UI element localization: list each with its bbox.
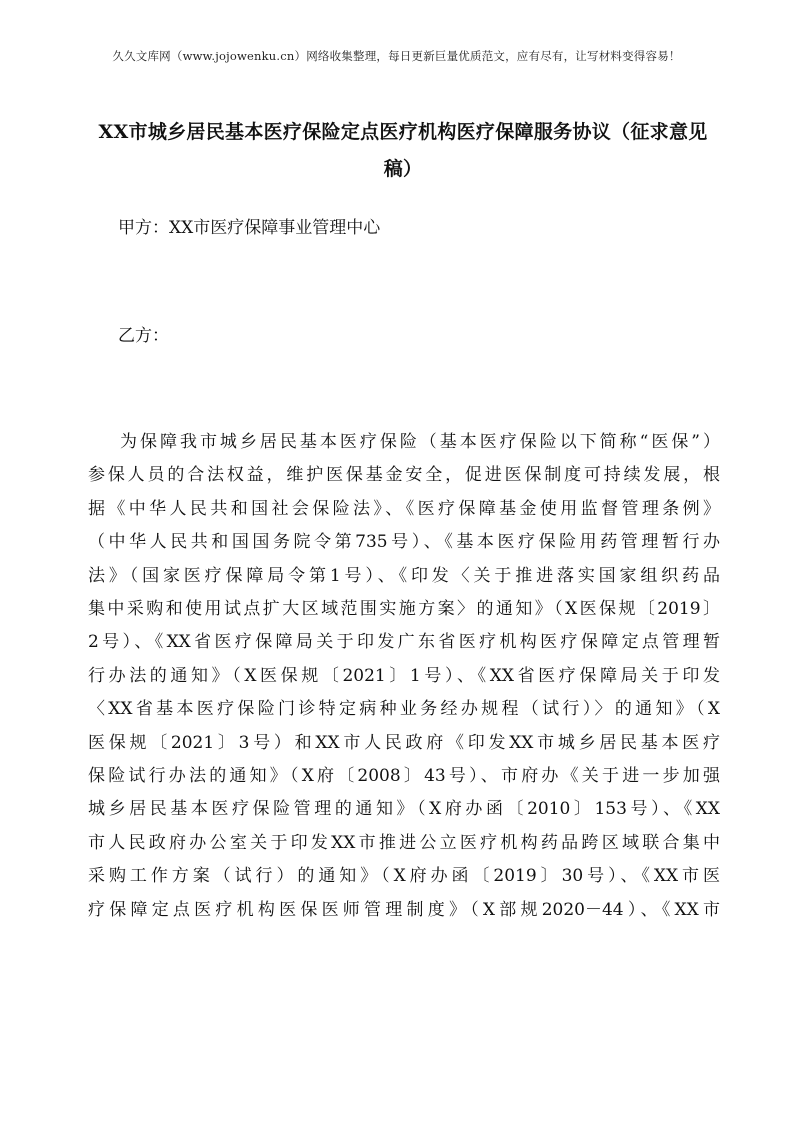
body-line: 〈XX省基本医疗保险门诊特定病种业务经办规程（试行）〉的通知》（X [88,699,720,720]
body-line: 医保规〔2021〕3号）和XX市人民政府《印发XX市城乡居民基本医疗 [88,732,720,753]
document-title: XX市城乡居民基本医疗保险定点医疗机构医疗保障服务协议（征求意见稿） [98,121,708,180]
party-a-line: 甲方：XX市医疗保障事业管理中心 [118,218,381,238]
body-line: 保险试行办法的通知》（X府〔2008〕43号）、市府办《关于进一步加强 [88,766,720,787]
body-line: 为保障我市城乡居民基本医疗保险（基本医疗保险以下简称“医保”） [120,432,720,452]
party-b-line: 乙方： [118,326,169,346]
body-line: （中华人民共和国国务院令第735号）、《基本医疗保险用药管理暂行办 [88,532,720,553]
page-header: 久久文库网（www.jojowenku.cn）网络收集整理，每日更新巨量优质范文，应有尽有，让写材料变得容易！ [112,49,681,63]
body-line: 疗保障定点医疗机构医保医师管理制度》（X部规2020－44）、《XX市 [88,899,720,920]
body-line: 行办法的通知》（X医保规〔2021〕1号）、《XX省医疗保障局关于印发 [88,665,720,686]
body-line: 市人民政府办公室关于印发XX市推进公立医疗机构药品跨区域联合集中 [88,832,720,853]
body-line: 采购工作方案（试行）的通知》（X府办函〔2019〕30号）、《XX市医 [88,866,720,887]
body-line: 据《中华人民共和国社会保险法》、《医疗保障基金使用监督管理条例》 [88,498,720,519]
body-line: 城乡居民基本医疗保险管理的通知》（X府办函〔2010〕153号）、《XX [88,799,720,820]
body-paragraph [88,426,720,927]
body-line: 集中采购和使用试点扩大区域范围实施方案〉的通知》（X医保规〔2019〕 [88,599,720,620]
body-line: 参保人员的合法权益，维护医保基金安全，促进医保制度可持续发展，根 [88,465,720,486]
body-line: 法》（国家医疗保障局令第1号）、《印发〈关于推进落实国家组织药品 [88,565,720,586]
body-line: 2号）、《XX省医疗保障局关于印发广东省医疗机构医疗保障定点管理暂 [88,632,720,653]
